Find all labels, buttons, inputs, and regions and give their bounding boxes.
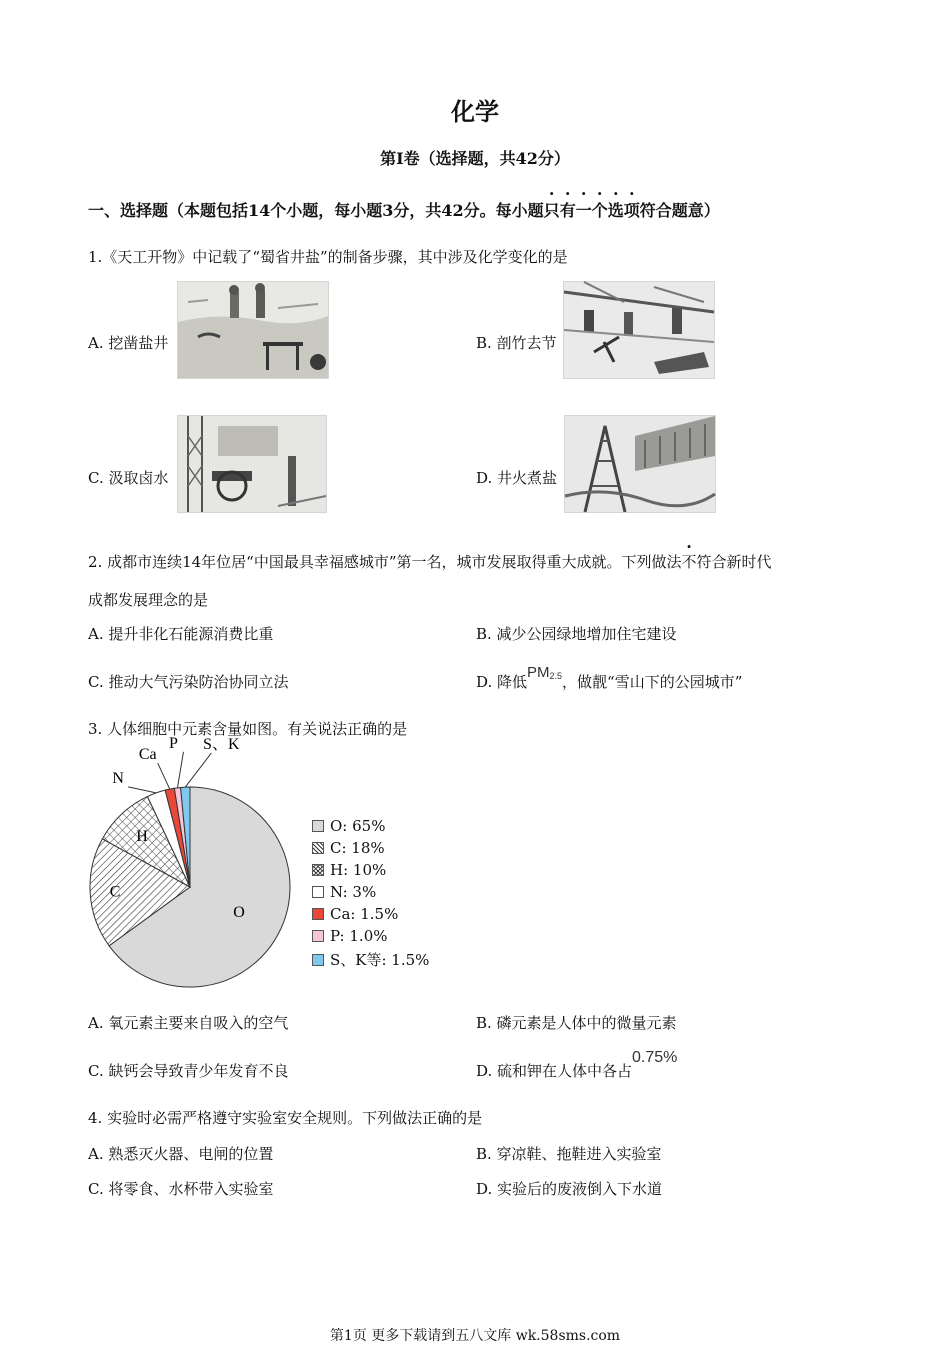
section-heading-before: 一、选择题（本题包括14个小题，每小题3分，共42分。每小题 [88,201,544,220]
legend-label: P: 1.0% [330,927,388,945]
q2-option-a[interactable]: A. 提升非化石能源消费比重 [88,625,274,643]
legend-label: H: 10% [330,861,387,879]
question-2-stem-line2: 成都发展理念的是 [88,591,209,609]
legend-swatch [312,930,324,942]
q3-option-b[interactable]: B. 磷元素是人体中的微量元素 [476,1014,677,1032]
legend-item [312,927,388,945]
pie-label-p: P [169,734,178,752]
pie-leader-line [177,752,183,788]
emphasis-char: 选 [607,201,624,220]
q3-option-d[interactable] [476,1049,678,1081]
section-heading-after: 符合题意） [639,201,720,220]
q3-option-d-value: 0.75% [632,1049,678,1066]
legend-swatch [312,908,324,920]
question-4-stem: 4. 实验时必需严格遵守实验室安全规则。下列做法正确的是 [88,1109,483,1127]
document-title: 化学 [451,97,499,126]
emphasis-char: 只 [543,201,560,220]
q2-stem-after: 符合新时代 [696,553,772,571]
q2-option-c[interactable]: C. 推动大气污染防治协同立法 [88,673,289,691]
pie-leader-line [128,787,156,793]
pm-subscript: 2.5 [549,671,563,681]
legend-label: C: 18% [330,839,385,857]
legend-item [312,839,385,857]
pie-label-o: O [233,903,245,921]
legend-swatch [312,820,324,832]
emphasis-char: 一 [575,201,592,220]
q1-image-a-salt-well-digging [177,281,329,379]
q1-image-d-well-fire-salt-boiling [564,415,716,513]
q4-option-d[interactable]: D. 实验后的废液倒入下水道 [476,1180,663,1198]
legend-item [312,905,398,923]
pm-label: PM2.5 [527,664,563,681]
legend-swatch [312,886,324,898]
q2-stem-emphasis: 不 [681,553,697,571]
legend-swatch [312,842,324,854]
q3-option-d-text: D. 硫和钾在人体中各占 [476,1062,633,1080]
q1-option-d[interactable]: D. 井火煮盐 [476,469,558,487]
pie-leader-line [158,763,170,789]
question-1-stem: 1.《天工开物》中记载了“蜀省井盐”的制备步骤，其中涉及化学变化的是 [88,248,568,266]
pie-label-c: C [109,883,121,901]
legend-label: N: 3% [330,883,377,901]
pie-label-ca: Ca [138,746,157,764]
q1-option-c[interactable]: C. 汲取卤水 [88,469,169,487]
q2-option-d-after: ，做靓“雪山下的公园城市” [562,673,743,691]
q2-stem-before: 2. 成都市连续14年位居“中国最具幸福感城市”第一名，城市发展取得重大成就。下列做法 [88,553,682,571]
q3-option-a[interactable]: A. 氧元素主要来自吸入的空气 [88,1014,289,1032]
q4-option-b[interactable]: B. 穿凉鞋、拖鞋进入实验室 [476,1145,662,1163]
question-3-stem: 3. 人体细胞中元素含量如图。有关说法正确的是 [88,720,408,738]
emphasis-char: 项 [623,201,640,220]
pie-leader-line [185,753,211,787]
section-heading [88,198,720,221]
legend-label: O: 65% [330,817,386,835]
legend-label: Ca: 1.5% [330,905,399,923]
q1-image-c-brine-drawing [177,415,327,513]
emphasis-char: 个 [591,201,608,220]
q1-option-b[interactable]: B. 剖竹去节 [476,334,557,352]
q4-option-c[interactable]: C. 将零食、水杯带入实验室 [88,1180,274,1198]
legend-item [312,817,385,835]
pie-label-sk: S、K [203,736,240,754]
paper-part-title: 第I卷（选择题，共42分） [380,149,570,168]
q3-option-c[interactable]: C. 缺钙会导致青少年发育不良 [88,1062,289,1080]
legend-item [312,883,376,901]
q2-option-d-before: D. 降低 [476,673,528,691]
legend-swatch [312,954,324,966]
q2-option-d[interactable] [476,664,743,692]
q4-option-a[interactable]: A. 熟悉灭火器、电闸的位置 [88,1145,274,1163]
legend-item [312,949,429,970]
q2-option-b[interactable]: B. 减少公园绿地增加住宅建设 [476,625,677,643]
page-footer: 第1页 更多下载请到五八文库 wk.58sms.com [329,1328,621,1344]
q1-option-a[interactable]: A. 挖凿盐井 [88,334,169,352]
legend-swatch [312,864,324,876]
q1-image-b-bamboo-splitting [563,281,715,379]
emphasis-char: 有 [559,201,576,220]
question-2-stem-line1 [88,551,772,572]
legend-item [312,861,386,879]
pie-label-n: N [112,769,124,787]
legend-label: S、K等: 1.5% [330,951,430,969]
pie-label-h: H [136,827,148,845]
